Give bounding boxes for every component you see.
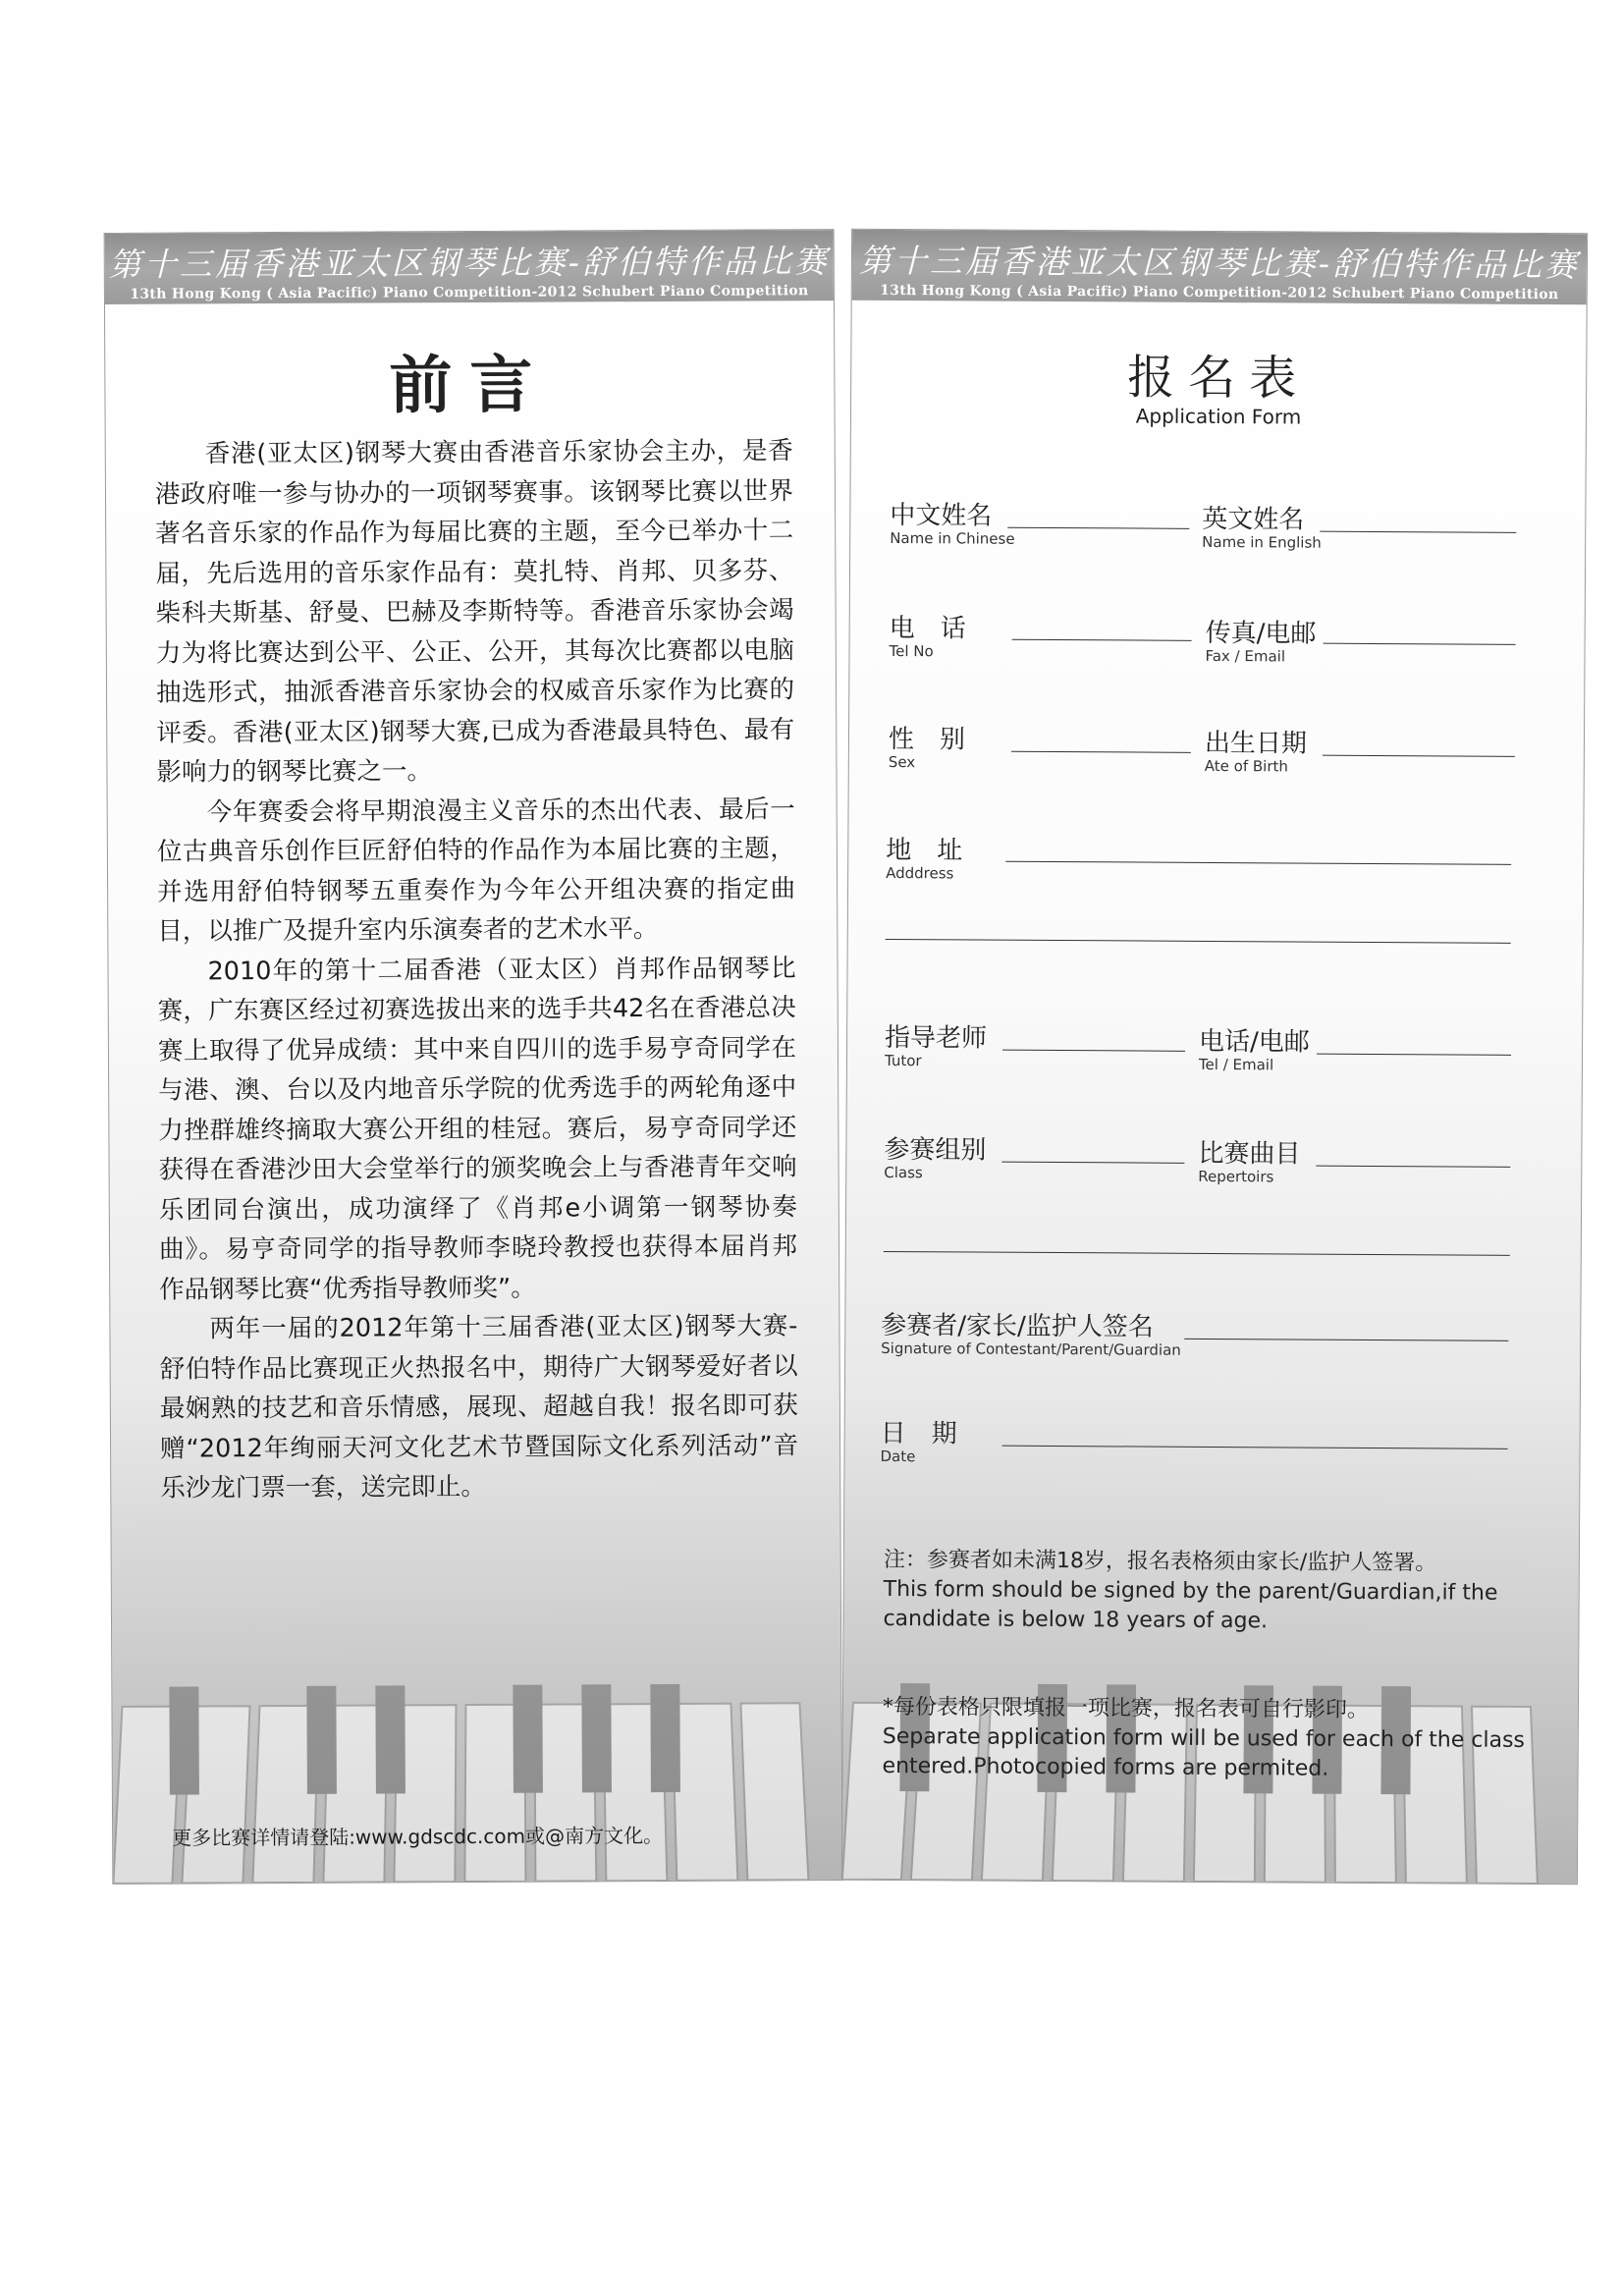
form-title: 报名表 [1127,350,1311,407]
field-label: 中文姓名 [890,500,993,531]
booklet [108,231,1581,1881]
application-form-page [841,229,1588,1886]
note-guardian-en: This form should be signed by the parent/Guardian,if the candidate is below 18 years of age. [883,1576,1498,1634]
field-label-en: Fax / Email [1205,646,1286,666]
preface-paragraph: 香港(亚太区)钢琴大赛由香港音乐家协会主办，是香港政府唯一参与协办的一项钢琴赛事。该钢琴比赛以世界著名音乐家的作品作为每届比赛的主题，至今已举办十二届，先后选用的音乐家作品有：莫扎特、肖邦、贝多芬、柴科夫斯基、舒曼、巴赫及李斯特等。香港音乐家协会竭力为将比赛达到公平、公正、公开，其每次比赛都以电脑抽选形式，抽派香港音乐家协会的权威音乐家作为比赛的评委。香港(亚太区)钢琴大赛,已成为香港最具特色、最有影响力的钢琴比赛之一。 [154,436,795,788]
field-date [880,1413,956,1465]
field-tel [889,608,965,660]
field-label: 电话/电邮 [1199,1026,1310,1058]
banner-title-en: 13th Hong Kong ( Asia Pacific) Piano Competition-2012 Schubert Piano Competition [880,282,1559,303]
date-input-line[interactable] [1002,1446,1508,1449]
preface-title: 前言 [389,348,551,423]
field-dob [1205,723,1307,776]
field-class [884,1129,986,1182]
field-label-en: Ate of Birth [1204,756,1288,776]
name-cn-input-line[interactable] [1007,527,1189,529]
field-label-en: Sex [888,752,916,772]
field-sex [889,719,965,771]
field-label-en: Repertoirs [1198,1167,1274,1186]
field-label-en: Class [884,1163,923,1182]
note-guardian [883,1546,1561,1638]
preface-paragraph: 今年赛委会将早期浪漫主义音乐的杰出代表、最后一位古典音乐创作巨匠舒伯特的作品作为本届比赛的主题，并选用舒伯特钢琴五重奏作为今年公开组决赛的指定曲目，以推广及提升室内乐演奏者的艺术水平。 [156,793,796,947]
banner [105,230,834,304]
tutor-input-line[interactable] [1002,1050,1185,1052]
field-label: 比赛曲目 [1198,1138,1301,1170]
field-label-en: Tutor [884,1051,922,1070]
banner [852,230,1587,305]
field-label-en: Date [880,1447,916,1466]
sex-input-line[interactable] [1011,751,1191,753]
note-guardian-cn: 注：参赛者如未满18岁，报名表格须由家长/监护人签署。 [883,1547,1437,1576]
field-fax [1205,613,1316,666]
field-label-en: Adddress [886,863,954,883]
note-photocopy-en: Separate application form will be used for each of the class entered.Photocopied forms are permited. [882,1723,1526,1781]
field-label-en: Name in Chinese [890,528,1015,548]
repertoire-input-line-2[interactable] [884,1251,1510,1256]
field-label: 指导老师 [885,1022,988,1054]
field-name-cn [890,495,1015,548]
field-address [886,830,962,882]
field-label: 参赛者/家长/监护人签名 [881,1310,1154,1342]
note-photocopy-cn: *每份表格只限填报一项比赛，报名表可自行影印。 [882,1694,1370,1722]
field-label: 性 别 [888,724,966,755]
note-photocopy [882,1693,1560,1785]
signature-input-line[interactable] [1184,1339,1508,1341]
fax-input-line[interactable] [1324,643,1516,645]
field-tutor-tel [1199,1021,1310,1074]
banner-title-cn: 第十三届香港亚太区钢琴比赛-舒伯特作品比赛 [858,241,1581,285]
preface-paragraph: 两年一届的2012年第十三届香港(亚太区)钢琴大赛-舒伯特作品比赛现正火热报名中，期待广大钢琴爱好者以最娴熟的技艺和音乐情感，展现、超越自我！报名即可获赠“2012年绚丽天河文化艺术节暨国际文化系列活动”音乐沙龙门票一套，送完即止。 [159,1311,799,1503]
address-input-line-2[interactable] [886,939,1511,944]
dob-input-line[interactable] [1323,755,1515,757]
field-label: 日 期 [880,1418,957,1449]
field-signature [881,1305,1181,1359]
repertoire-input-line[interactable] [1316,1166,1510,1168]
name-en-input-line[interactable] [1320,531,1516,533]
field-label-en: Tel / Email [1198,1055,1274,1074]
field-label: 参赛组别 [884,1134,987,1166]
form-subtitle: Application Form [1135,404,1302,429]
class-input-line[interactable] [1001,1162,1184,1164]
field-label: 出生日期 [1204,728,1308,759]
banner-title-en: 13th Hong Kong ( Asia Pacific) Piano Competition-2012 Schubert Piano Competition [130,283,809,302]
field-label-en: Signature of Contestant/Parent/Guardian [881,1339,1181,1359]
banner-title-cn: 第十三届香港亚太区钢琴比赛-舒伯特作品比赛 [108,242,830,284]
field-name-en [1202,499,1322,552]
tel-input-line[interactable] [1012,639,1192,641]
field-repertoire [1198,1133,1300,1186]
field-tutor [885,1017,987,1070]
address-input-line[interactable] [1005,861,1511,865]
preface-body [155,431,799,1508]
preface-page [104,229,843,1885]
field-label: 传真/电邮 [1205,618,1317,649]
tutor-tel-input-line[interactable] [1317,1054,1511,1056]
field-label-en: Tel No [889,641,934,661]
field-label: 电 话 [889,613,966,644]
preface-paragraph: 2010年的第十二届香港（亚太区）肖邦作品钢琴比赛，广东赛区经过初赛选拔出来的选手共42名在香港总决赛上取得了优异成绩：其中来自四川的选手易亨奇同学在与港、澳、台以及内地音乐学院的优秀选手的两轮角逐中力挫群雄终摘取大赛公开组的桂冠。赛后，易亨奇同学还获得在香港沙田大会堂举行的颁奖晚会上与香港青年交响乐团同台演出，成功演绎了《肖邦e小调第一钢琴协奏曲》。易亨奇同学的指导教师李晓玲教授也获得本届肖邦作品钢琴比赛“优秀指导教师奖”。 [157,953,798,1305]
field-label-en: Name in English [1202,532,1322,552]
field-label: 英文姓名 [1202,504,1305,535]
field-label: 地 址 [886,835,963,866]
website-note: 更多比赛详情请登陆:www.gdscdc.com或@南方文化。 [172,1824,664,1850]
